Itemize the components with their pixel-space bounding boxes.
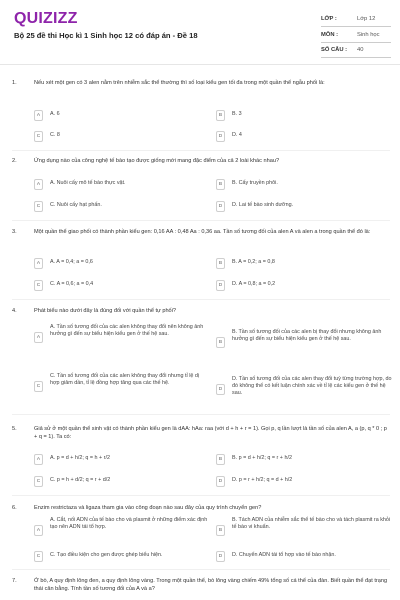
option-letter-box: C (34, 551, 43, 562)
question-divider (12, 220, 390, 221)
option-text: C. Tần số tương đối của các alen không thay đổi nhưng tỉ lệ dị hợp giảm dần, tỉ lệ đồng hợp tăng qua các thế hệ. (50, 373, 200, 386)
option-letter-box: D (216, 476, 225, 487)
option-text: B. A = 0,2; a = 0,8 (232, 259, 275, 265)
question-text: Nếu xét một gen có 3 alen nằm trên nhiễm sắc thể thường thì số loại kiểu gen tối đa trong một quần thể ngẫu phối là: (34, 80, 325, 86)
option-text: D. 4 (232, 132, 242, 138)
meta-key: MÔN : (321, 32, 339, 38)
option-letter-box: D (216, 201, 225, 212)
option-letter-box: A (34, 332, 43, 343)
question-text: Ứng dụng nào của công nghệ tế bào tạo được giống mới mang đặc điểm của cả 2 loài khác nhau? (34, 158, 280, 164)
option-letter-box: C (34, 476, 43, 487)
option-text: B. Cấy truyền phôi. (232, 180, 278, 186)
question-divider (12, 150, 390, 151)
question-number: 4. (12, 308, 17, 314)
option-text: A. Cắt, nối ADN của tế bào cho và plasmit ở những điểm xác định tạo nên ADN tái tổ hợp. (50, 517, 208, 530)
quizizz-logo: QUIZIZZ (14, 10, 78, 27)
question-number: 7. (12, 578, 17, 584)
option-letter-box: B (216, 454, 225, 465)
option-letter-box: D (216, 384, 225, 395)
option-text: A. p = d + h/2; q = h + r/2 (50, 455, 110, 461)
question-text: Giả sử ở một quần thể sinh vật có thành phần kiểu gen là dAA: hAa: raa (với d + h + r = 1). Gọi p, q lần lượt là tần số của alen A, a (p, q * 0 ; p + q = 1). Ta có: (34, 426, 387, 441)
question-text: Phát biểu nào dưới đây là đúng đối với quần thể tự phối? (34, 308, 177, 314)
question-text: Ở bò, A quy định lông đen, a quy định lông vàng. Trong một quần thể, bò lông vàng chiếm 49% tổng số cá thể của đàn. Biết quần thể đạt trạng thái cân bằng. Tính tần số tương đối của A và a? (34, 578, 388, 593)
header (0, 0, 400, 60)
option-text: B. p = d + h/2; q = r + h/2 (232, 455, 292, 461)
option-text: D. Lai tế bào sinh dưỡng. (232, 202, 294, 208)
option-letter-box: B (216, 337, 225, 348)
option-letter-box: B (216, 525, 225, 536)
meta-subject (321, 32, 391, 38)
question-divider (12, 299, 390, 300)
option-text: B. Tần số tương đối của các alen bị thay đổi nhưng không ảnh hưởng gì đến sự biểu hiện kiểu gen ở thế hệ sau. (232, 329, 382, 342)
meta-count (321, 47, 391, 53)
option-letter-box: B (216, 258, 225, 269)
option-letter-box: A (34, 525, 43, 536)
meta-value: 40 (357, 47, 364, 53)
option-letter-box: D (216, 131, 225, 142)
question-text: Enzim restrictaza và ligaza tham gia vào công đoạn nào sau đây của quy trình chuyển gen? (34, 505, 262, 511)
option-letter-box: B (216, 179, 225, 190)
option-text: D. Chuyển ADN tái tổ hợp vào tế bào nhận. (232, 552, 336, 558)
option-letter-box: A (34, 110, 43, 121)
option-letter-box: A (34, 258, 43, 269)
document-title: Bộ 25 đề thi Học kì 1 Sinh học 12 có đáp án - Đề 18 (14, 31, 198, 40)
option-text: C. Tạo điều kiện cho gen được ghép biểu hiện. (50, 552, 163, 558)
option-text: A. 6 (50, 111, 60, 117)
option-letter-box: D (216, 551, 225, 562)
meta-underline (321, 26, 391, 27)
option-text: A. Tần số tương đối của các alen không thay đổi nên không ảnh hưởng gì đến sự biểu hiện kiểu gen ở thế hệ sau. (50, 324, 204, 337)
meta-key: SỐ CÂU : (321, 47, 348, 53)
meta-underline (321, 42, 391, 43)
question-number: 3. (12, 229, 17, 235)
option-text: A. A = 0,4; a = 0,6 (50, 259, 93, 265)
option-letter-box: A (34, 454, 43, 465)
question-divider (12, 495, 390, 496)
option-letter-box: C (34, 381, 43, 392)
option-text: C. A = 0,6; a = 0,4 (50, 281, 94, 287)
option-letter-box: C (34, 280, 43, 291)
option-text: D. p = r + h/2; q = d + h/2 (232, 477, 293, 483)
question-divider (12, 414, 390, 415)
option-text: C. Nuôi cấy hạt phấn. (50, 202, 102, 208)
option-letter-box: D (216, 280, 225, 291)
question-number: 1. (12, 80, 17, 86)
option-text: B. 3 (232, 111, 242, 117)
meta-value: Sinh học (357, 32, 380, 38)
meta-class (321, 16, 391, 22)
question-number: 2. (12, 158, 17, 164)
header-divider (0, 64, 400, 65)
question-divider (12, 569, 390, 570)
option-text: D. A = 0,8; a = 0,2 (232, 281, 276, 287)
option-text: C. 8 (50, 132, 60, 138)
question-text: Một quần thể giao phối có thành phần kiểu gen: 0,16 AA : 0,48 Aa : 0,36 aa. Tần số tương đối của alen A và alen a trong quần thể đó là: (34, 229, 371, 235)
option-letter-box: C (34, 131, 43, 142)
option-text: A. Nuôi cấy mô tế bào thực vật. (50, 180, 126, 186)
option-text: D. Tần số tương đối của các alen thay đổi tuỳ từng trường hợp, do đó không thể có kết luận chính xác về tỉ lệ các kiểu gen ở thế hệ sau. (232, 376, 392, 396)
question-number: 6. (12, 505, 17, 511)
option-text: C. p = h + d/2; q = r + d/2 (50, 477, 111, 483)
option-text: B. Tách ADN của nhiễm sắc thể tế bào cho và tách plasmit ra khỏi tế bào vi khuẩn. (232, 517, 391, 530)
option-letter-box: B (216, 110, 225, 121)
option-letter-box: A (34, 179, 43, 190)
meta-key: LỚP : (321, 16, 337, 22)
question-number: 5. (12, 426, 17, 432)
option-letter-box: C (34, 201, 43, 212)
meta-value: Lớp 12 (357, 16, 376, 22)
meta-underline (321, 57, 391, 58)
